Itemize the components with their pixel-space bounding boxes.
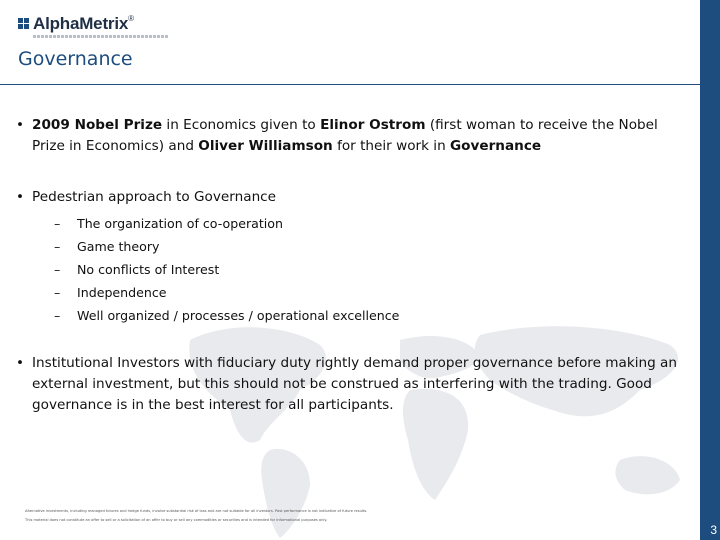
bullet-pedestrian-text: Pedestrian approach to Governance [32,189,277,205]
bold-text-segment: Elinor Ostrom [320,117,426,133]
disclaimer-footnote [25,507,545,525]
logo-wordmark: AlphaMetrix® [33,14,134,33]
footnote-line: Alternative investments, including managed futures and hedge funds, involve substantial risk of loss and are not suitable for all investors. Past performance is not indicative of future results. [25,509,368,513]
slide-title: Governance [18,48,133,70]
bullet-institutional-text: Institutional Investors with fiduciary duty rightly demand proper governance before making an external investment, but this should not be construed as interfering with the trading. Good governance is in the best interest for all participants. [32,355,677,413]
text-segment: (first woman to receive the Nobel Prize in Economics) and [32,117,658,154]
logo-tagline-graphic [33,35,168,38]
bullet-dot-icon: • [16,117,25,133]
logo-mark-icon [18,18,30,30]
bullet-nobel-text [32,117,658,154]
text-segment: for their work in [332,138,451,154]
bullet-dot-icon: • [16,189,25,205]
sub-item: – No conflicts of Interest [14,258,686,281]
sub-item: – Independence [14,281,686,304]
text-segment: in Economics given to [162,117,321,133]
dash-icon: – [54,216,61,231]
dash-icon: – [54,308,61,323]
bold-text-segment: Governance [450,138,542,154]
dash-icon: – [54,239,61,254]
footnote-line: This material does not constitute an offer to sell or a solicitation of an offer to buy or sell any commodities or securities and is intended for informational purposes only. [25,518,328,522]
sub-item: – The organization of co-operation [14,212,686,235]
sub-item: – Well organized / processes / operational excellence [14,304,686,327]
bullet-institutional-investors [14,353,686,416]
bullet-pedestrian-approach [14,187,686,208]
right-accent-bar [700,0,720,540]
slide-content [14,115,686,416]
dash-icon: – [54,285,61,300]
bullet-dot-icon: • [16,355,25,371]
title-divider [0,84,700,85]
page-number: 3 [710,523,717,537]
sub-item: – Game theory [14,235,686,258]
sub-list [14,212,686,327]
bold-text-segment: 2009 [32,117,75,133]
bold-text-segment: Oliver Williamson [198,138,333,154]
dash-icon: – [54,262,61,277]
bullet-nobel-prize [14,115,686,157]
bold-text-segment: Nobel Prize [74,117,163,133]
